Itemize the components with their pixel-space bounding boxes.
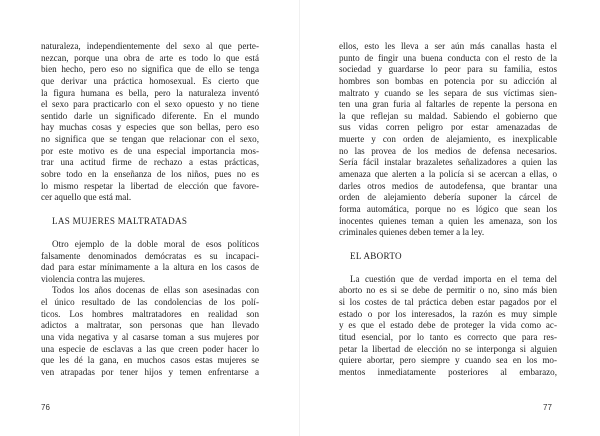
section-gap (339, 239, 557, 251)
page-number-left: 76 (41, 403, 50, 412)
text-line: dad para estar mínimamente a la altura en los casos de (41, 262, 259, 273)
text-line: ten una gran furia al faltarles de repente la persona en (339, 99, 557, 110)
text-line: hombres son bombas en potencia por su adicción al (339, 75, 557, 86)
text-line: falsamente denominados demócratas es su incapaci- (41, 250, 259, 261)
text-line: titud esencial, por lo tanto es correcto que para res- (339, 332, 557, 343)
text-line: la figura humana es bella, pero la naturaleza inventó (41, 87, 259, 98)
text-line: muerte y con orden de alejamiento, es inexplicable (339, 134, 557, 145)
text-line: Otro ejemplo de la doble moral de esos políticos (52, 238, 259, 249)
text-line: nezcan, porque una obra de arte es todo lo que está (41, 52, 259, 63)
text-line: por este motivo es de una especial importancia mos- (41, 145, 259, 156)
text-line: bien hecho, pero eso no significa que de ello se tenga (41, 64, 259, 75)
text-line: La cuestión que de verdad importa en el tema del (350, 273, 557, 284)
text-line: sociedad y guardarse lo peor para su familia, estos (339, 64, 557, 75)
left-paragraph-1 (41, 239, 259, 286)
section-heading-mujeres-maltratadas: LAS MUJERES MALTRATADAS (52, 215, 188, 226)
text-line: mentos inmediatamente posteriores al embarazo, (339, 366, 557, 377)
text-line: una vida negativa y al casarse toman a sus mujeres por (41, 332, 259, 343)
left-paragraph-2 (41, 285, 259, 378)
section-gap (339, 262, 557, 274)
text-line: criminales quienes deben temer a la ley. (339, 227, 485, 238)
text-line: una especie de esclavas a las que creen poder hacer lo (41, 343, 259, 354)
text-line: y es que el estado debe de proteger la vida como ac- (339, 320, 557, 331)
text-line: orden de alejamiento debería suponer la cárcel de (339, 192, 557, 203)
text-line: que les dé la gana, en muchos casos estas mujeres se (41, 355, 259, 366)
text-line: no significa que se tengan que relacionar con el sexo, (41, 134, 259, 145)
text-line: si los costes de tal práctica deben estar pagados por el (339, 297, 557, 308)
section-gap (41, 227, 259, 239)
text-line: maltrato y cuando se les separa de sus víctimas sien- (339, 87, 557, 98)
right-text-column (339, 41, 557, 379)
text-line: estado o por los interesados, la razón es muy simple (339, 308, 557, 319)
text-line: hay muchas cosas y especies que son bellas, pero eso (41, 122, 259, 133)
text-line: naturaleza, independientemente del sexo al que perte- (41, 41, 259, 51)
text-line: ticos. Los hombres maltratadores en realidad son (41, 308, 259, 319)
text-line: cer aquello que está mal. (41, 192, 132, 203)
text-line: ven atrapadas por tener hijos y temen enfrentarse a (41, 366, 259, 377)
right-continuation-paragraph (339, 41, 557, 239)
text-line: sobre todo en la enseñanza de los niños, pues no es (41, 169, 259, 180)
text-line: Sería fácil instalar brazaletes señalizadores a quien las (339, 157, 557, 168)
text-line: el sexo para practicarlo con el sexo opuesto y no tiene (41, 99, 259, 110)
text-line: el único resultado de las condolencias de los polí- (41, 297, 259, 308)
text-line: Todos los años docenas de ellas son asesinadas con (52, 285, 259, 296)
page-number-right: 77 (543, 403, 552, 412)
text-line: violencia contra las mujeres. (41, 273, 146, 284)
text-line: no las provea de los medios de defensa necesarios. (339, 145, 557, 156)
text-line: la que reflejan su maldad. Sabiendo el gobierno que (339, 110, 557, 121)
section-gap (41, 204, 259, 216)
text-line: forma automática, porque no es lógico que sean los (339, 203, 557, 214)
left-text-column (41, 41, 259, 379)
text-line: trar una actitud firme de rechazo a estas prácticas, (41, 157, 259, 168)
text-line: adictos a maltratar, son personas que han llevado (41, 320, 259, 331)
text-line: inocentes quienes teman a quien les amenaza, son los (339, 215, 557, 226)
text-line: quiere abortar, pero siempre y cuando sea en los mo- (339, 355, 557, 366)
right-paragraph-1 (339, 274, 557, 379)
text-line: sentido darle un significado diferente. En el mundo (41, 110, 259, 121)
text-line: ellos, esto les lleva a ser aún más canallas hasta el (339, 41, 557, 51)
text-line: que derivar una práctica homosexual. Es cierto que (41, 75, 259, 86)
text-line: aborto no es si se debe de permitir o no, sino más bien (339, 285, 557, 296)
text-line: sus vidas corren peligro por estar amenazadas de (339, 122, 557, 133)
right-page (300, 0, 600, 436)
text-line: darles otros medios de autodefensa, que brantar una (339, 180, 557, 191)
left-continuation-paragraph (41, 41, 259, 204)
text-line: lo mismo respetar la libertad de elección que favore- (41, 180, 259, 191)
text-line: petar la libertad de elección no se interponga si alguien (339, 343, 557, 354)
section-heading-el-aborto: EL ABORTO (350, 250, 402, 261)
text-line: punto de fingir una buena conducta con el resto de la (339, 52, 557, 63)
text-line: amenaza que alerten a la policía si se acercan a ellas, o (339, 169, 557, 180)
